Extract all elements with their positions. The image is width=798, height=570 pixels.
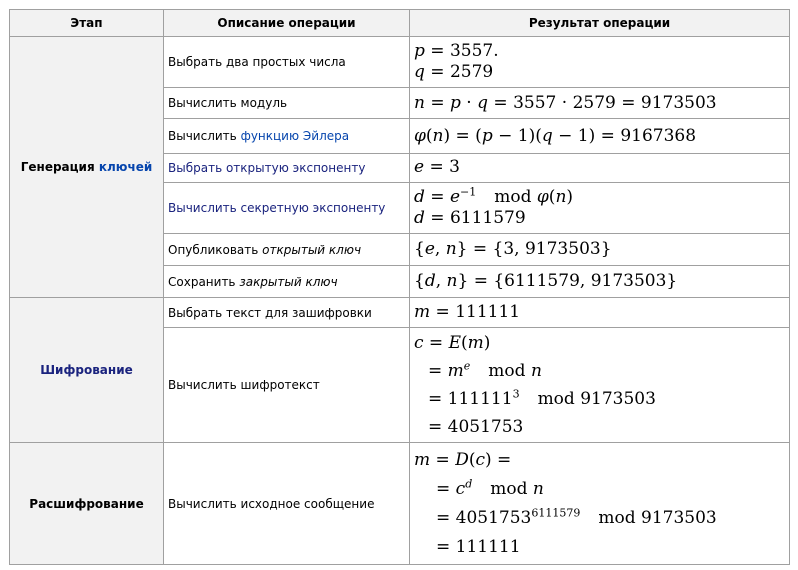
value-d: 6111579 — [449, 207, 526, 228]
value-p: 3557 — [449, 41, 494, 62]
table-row — [10, 37, 790, 88]
value-c: 4051753 — [447, 416, 524, 437]
secret-exponent-link[interactable]: Вычислить секретную экспоненту — [168, 200, 386, 215]
result-private-key: {d, n} = {6111579, 9173503} — [410, 266, 790, 298]
op-save-key: Сохранить закрытый ключ — [164, 266, 410, 298]
encryption-link[interactable]: Шифрование — [40, 363, 133, 378]
value-n: 9173503 — [640, 92, 717, 113]
op-choose-text: Выбрать текст для зашифровки — [164, 298, 410, 327]
value-phi: 9167368 — [620, 125, 697, 146]
header-description: Описание операции — [164, 10, 410, 37]
euler-function-link[interactable]: функцию Эйлера — [240, 129, 350, 144]
stage-decryption: Расшифрование — [10, 443, 164, 565]
result-euler: φ(n) = (p − 1)(q − 1) = 9167368 — [410, 119, 790, 153]
op-compute-message: Вычислить исходное сообщение — [164, 443, 410, 565]
op-choose-public-exp — [164, 153, 410, 182]
result-ciphertext: c = E(m) = $m^e$ mod n = $111111^3$ mod 9173503 = 4051753 — [410, 327, 790, 443]
value-e: 3 — [449, 157, 460, 178]
value-m: 111111 — [455, 302, 521, 322]
table-row — [10, 443, 790, 565]
stage-encryption — [10, 298, 164, 443]
private-key-term: закрытый ключ — [239, 274, 338, 289]
value-q: 2579 — [449, 62, 494, 83]
result-public-exp: e = 3 — [410, 153, 790, 182]
result-plaintext: m = 111111 — [410, 298, 790, 327]
public-key-term: открытый ключ — [262, 242, 362, 257]
op-compute-secret-exp — [164, 182, 410, 233]
header-result: Результат операции — [410, 10, 790, 37]
result-modulus: n = p · q = 3557 · 2579 = 9173503 — [410, 88, 790, 119]
result-primes: p = 3557. q = 2579 — [410, 37, 790, 88]
header-row — [10, 10, 790, 37]
public-exponent-link[interactable]: Выбрать открытую экспоненту — [168, 160, 366, 175]
result-decrypted: m = D(c) = = $c^d$ mod n = $4051753^{6111579}$ mod 9173503 = 111111 — [410, 443, 790, 565]
result-public-key: {e, n} = {3, 9173503} — [410, 234, 790, 266]
header-stage: Этап — [10, 10, 164, 37]
op-publish-key: Опубликовать открытый ключ — [164, 234, 410, 266]
op-compute-euler: Вычислить функцию Эйлера — [164, 119, 410, 153]
keys-link[interactable]: ключей — [98, 160, 153, 175]
op-choose-primes: Выбрать два простых числа — [164, 37, 410, 88]
rsa-example-table — [9, 9, 790, 565]
table-row — [10, 298, 790, 327]
stage-keygen-label: Генерация — [20, 160, 95, 175]
result-secret-exp: $d = e^{-1}$ mod φ(n) d = 6111579 — [410, 182, 790, 233]
stage-key-generation — [10, 37, 164, 298]
op-compute-modulus: Вычислить модуль — [164, 88, 410, 119]
op-compute-ciphertext: Вычислить шифротекст — [164, 327, 410, 443]
